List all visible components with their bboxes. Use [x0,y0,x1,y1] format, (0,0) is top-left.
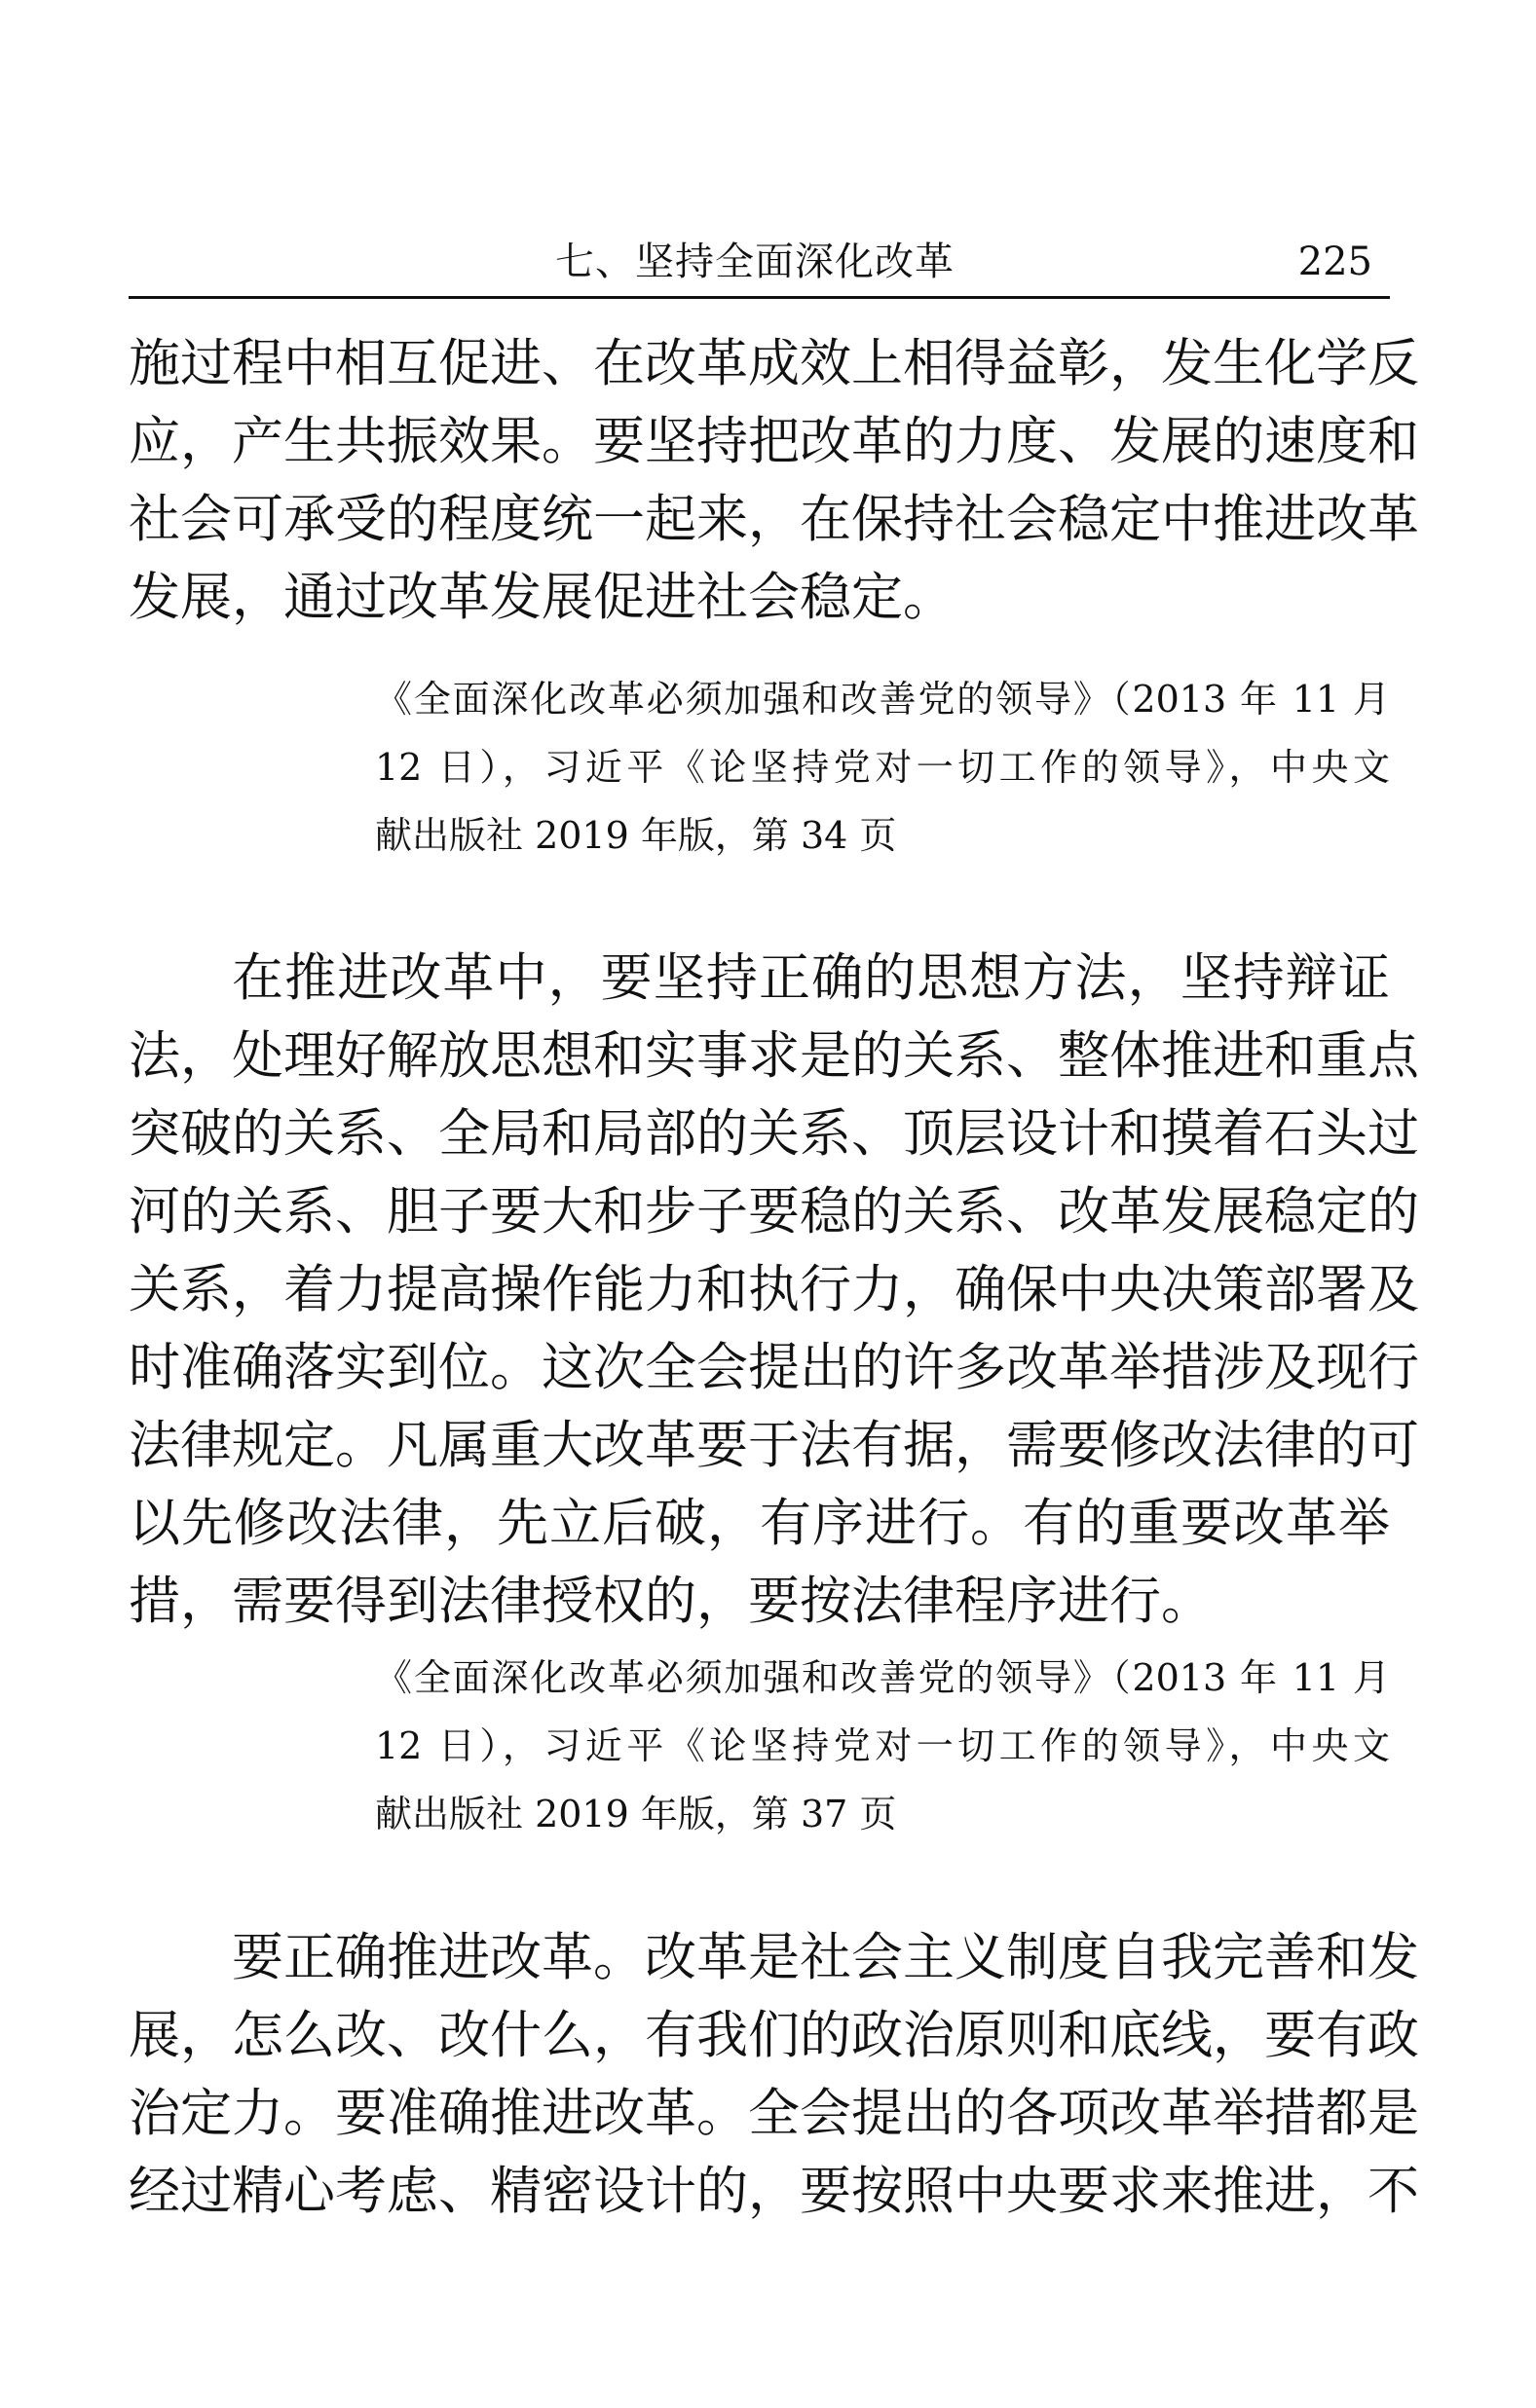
body-paragraph [129,325,1419,637]
citation-line: 《全面深化改革必须加强和改善党的领导》（2013 年 11 月 [375,1656,1390,1699]
citation-line: 《全面深化改革必须加强和改善党的领导》（2013 年 11 月 [375,678,1390,721]
text-line: 关系，着力提高操作能力和执行力，确保中央决策部署及 [129,1260,1419,1319]
body-paragraph [129,940,1419,1641]
citation-line: 12 日），习近平《论坚持党对一切工作的领导》，中央文 [375,1724,1390,1767]
text-line: 施过程中相互促进、在改革成效上相得益彰，发生化学反 [129,334,1419,393]
text-line: 在推进改革中，要坚持正确的思想方法，坚持辩证 [232,948,1390,1008]
source-citation [375,1644,1390,1848]
citation-line: 12 日），习近平《论坚持党对一切工作的领导》，中央文 [375,746,1390,789]
text-line: 要正确推进改革。改革是社会主义制度自我完善和发 [232,1928,1419,1987]
citation-line: 献出版社 2019 年版，第 34 页 [375,814,897,857]
text-line: 发展，通过改革发展促进社会稳定。 [129,568,955,627]
text-line: 经过精心考虑、精密设计的，要按照中央要求来推进，不 [129,2162,1419,2221]
text-line: 应，产生共振效果。要坚持把改革的力度、发展的速度和 [129,412,1419,471]
text-line: 社会可承受的程度统一起来，在保持社会稳定中推进改革 [129,490,1419,549]
text-line: 法，处理好解放思想和实事求是的关系、整体推进和重点 [129,1026,1419,1086]
text-line: 展，怎么改、改什么，有我们的政治原则和底线，要有政 [129,2006,1419,2065]
source-citation [375,665,1390,870]
text-line: 以先修改法律，先立后破，有序进行。有的重要改革举 [129,1494,1390,1553]
text-line: 河的关系、胆子要大和步子要稳的关系、改革发展稳定的 [129,1182,1419,1241]
text-line: 法律规定。凡属重大改革要于法有据，需要修改法律的可 [129,1416,1419,1475]
chapter-title: 七、坚持全面深化改革 [555,240,955,284]
citation-line: 献出版社 2019 年版，第 37 页 [375,1793,897,1835]
body-paragraph [129,1919,1419,2231]
text-line: 突破的关系、全局和局部的关系、顶层设计和摸着石头过 [129,1104,1419,1164]
running-header [129,238,1390,299]
text-line: 措，需要得到法律授权的，要按法律程序进行。 [129,1572,1213,1631]
text-line: 治定力。要准确推进改革。全会提出的各项改革举措都是 [129,2084,1419,2143]
text-line: 时准确落实到位。这次全会提出的许多改革举措涉及现行 [129,1338,1419,1397]
page-number: 225 [1297,240,1372,284]
